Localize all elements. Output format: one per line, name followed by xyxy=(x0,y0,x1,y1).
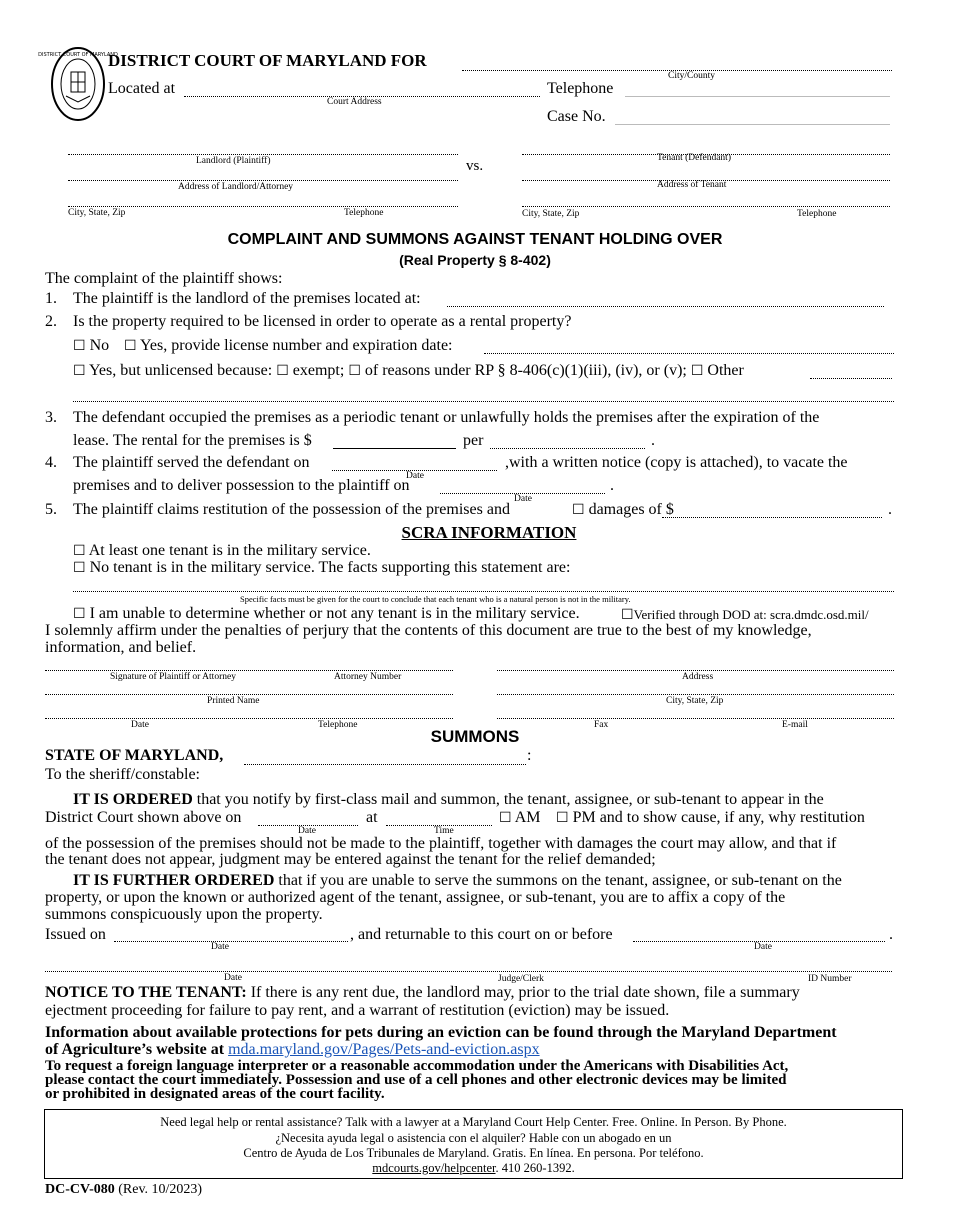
military-unknown-checkbox[interactable]: ☐ xyxy=(73,606,86,622)
rental-period-field[interactable] xyxy=(490,448,645,449)
license-no-checkbox[interactable]: ☐ xyxy=(73,338,86,354)
vs-label: vs. xyxy=(466,158,484,174)
landlord-address-field[interactable] xyxy=(68,180,458,181)
help-line-3: Centro de Ayuda de Los Tribunales de Maryland. Gratis. En línea. En persona. Por teléfono. xyxy=(243,1146,704,1160)
scra-option-1[interactable]: ☐ At least one tenant is in the military service. xyxy=(73,542,371,559)
case-no-label: Case No. xyxy=(547,108,606,125)
military-no-checkbox[interactable]: ☐ xyxy=(73,560,86,576)
to-sheriff: To the sheriff/constable: xyxy=(45,766,200,783)
court-title: DISTRICT COURT OF MARYLAND FOR xyxy=(108,51,427,70)
scra-facts-note: Specific facts must be given for the court to conclude that each tenant who is a natural person is not in the military. xyxy=(240,594,631,604)
item-3-text: The defendant occupied the premises as a periodic tenant or unlawfully holds the premises after the expiration of the xyxy=(73,409,820,426)
notice-line-1: NOTICE TO THE TENANT: If there is any rent due, the landlord may, prior to the trial date shown, file a summary xyxy=(45,984,800,1001)
reasons-checkbox[interactable]: ☐ xyxy=(348,363,361,379)
plaintiff-city-field[interactable] xyxy=(497,694,894,695)
damages-checkbox[interactable]: ☐ xyxy=(572,502,585,518)
exempt-checkbox[interactable]: ☐ xyxy=(276,363,289,379)
fax-email-field[interactable] xyxy=(497,718,894,719)
summons-county-field[interactable] xyxy=(244,764,526,765)
unlicensed-row: ☐ Yes, but unlicensed because: ☐ exempt; ☐ of reasons under RP § 8-406(c)(1)(iii), (iv), or (v); ☐ Other xyxy=(73,362,744,379)
complaint-intro: The complaint of the plaintiff shows: xyxy=(45,270,283,287)
item-3-number: 3. xyxy=(45,409,57,426)
license-yes-checkbox[interactable]: ☐ xyxy=(124,338,137,354)
unlicensed-checkbox[interactable]: ☐ xyxy=(73,363,86,379)
form-number: DC-CV-080 (Rev. 10/2023) xyxy=(45,1182,203,1197)
court-address-label: Court Address xyxy=(327,97,382,107)
plaintiff-address-field[interactable] xyxy=(497,670,894,671)
tenant-city-label: City, State, Zip xyxy=(522,209,580,219)
signature-field[interactable] xyxy=(45,670,453,671)
hearing-date-label: Date xyxy=(298,826,316,836)
scra-facts-field[interactable] xyxy=(73,591,894,592)
court-seal xyxy=(38,46,118,122)
returnable-text: , and returnable to this court on or before xyxy=(350,926,613,943)
possession-date-label: Date xyxy=(514,494,532,504)
other-reason-field[interactable] xyxy=(810,378,892,379)
item-4-possession: premises and to deliver possession to the plaintiff on xyxy=(73,477,410,494)
license-no-option[interactable]: ☐ No xyxy=(73,337,110,354)
pets-line-2: of Agriculture’s website at mda.maryland.gov/Pages/Pets-and-eviction.aspx xyxy=(45,1041,540,1058)
printed-name-field[interactable] xyxy=(45,694,453,695)
signature-label: Signature of Plaintiff or Attorney xyxy=(110,672,236,682)
form-title: COMPLAINT AND SUMMONS AGAINST TENANT HOLDING OVER xyxy=(227,231,723,248)
help-line-4: mdcourts.gov/helpcenter. 410 260-1392. xyxy=(372,1161,575,1175)
pets-eviction-link[interactable]: mda.maryland.gov/Pages/Pets-and-eviction.aspx xyxy=(228,1041,540,1058)
ordered-line-4: the tenant does not appear, judgment may be entered against the tenant for the relief demanded; xyxy=(45,851,656,868)
item-4-number: 4. xyxy=(45,454,57,471)
state-of-maryland: STATE OF MARYLAND, xyxy=(45,747,224,764)
returnable-end: . xyxy=(889,926,893,943)
am-checkbox[interactable]: ☐ xyxy=(499,810,512,826)
landlord-city-field[interactable] xyxy=(68,206,458,207)
landlord-name-field[interactable] xyxy=(68,154,458,155)
judge-clerk-label: Judge/Clerk xyxy=(498,974,544,984)
item-1-text: The plaintiff is the landlord of the premises located at: xyxy=(73,290,421,307)
telephone-label: Telephone xyxy=(547,80,614,97)
item-4-end: . xyxy=(610,477,614,494)
item-4-text: The plaintiff served the defendant on xyxy=(73,454,310,471)
pets-line-1: Information about available protections for pets during an eviction can be found through the Maryland Department xyxy=(45,1024,837,1041)
sig-date-label: Date xyxy=(131,720,149,730)
license-number-field[interactable] xyxy=(484,353,894,354)
id-number-label: ID Number xyxy=(808,974,852,984)
military-yes-checkbox[interactable]: ☐ xyxy=(73,543,86,559)
item-3-rental: lease. The rental for the premises is $ xyxy=(73,432,312,449)
pm-checkbox[interactable]: ☐ xyxy=(556,810,569,826)
landlord-label: Landlord (Plaintiff) xyxy=(196,156,271,166)
issued-date-field[interactable] xyxy=(114,941,348,942)
license-yes-option[interactable]: ☐ Yes, provide license number and expiration date: xyxy=(124,337,453,354)
further-ordered-line-2: property, or upon the known or authorized agent of the tenant, assignee, or sub-tenant, you are to affix a copy of the xyxy=(45,889,786,906)
tenant-city-field[interactable] xyxy=(522,206,890,207)
clerk-date-label: Date xyxy=(224,973,242,983)
tenant-telephone-label: Telephone xyxy=(797,209,837,219)
item-3-per: per xyxy=(463,432,484,449)
clerk-signature-field[interactable] xyxy=(45,971,892,972)
tenant-address-label: Address of Tenant xyxy=(657,180,727,190)
item-5-end: . xyxy=(888,501,892,518)
date-telephone-field[interactable] xyxy=(45,718,453,719)
premises-address-field[interactable] xyxy=(447,306,884,307)
summons-colon: : xyxy=(527,747,532,764)
hearing-time-label: Time xyxy=(434,826,454,836)
served-date-label: Date xyxy=(406,471,424,481)
attorney-number-label: Attorney Number xyxy=(334,672,402,682)
help-center-url[interactable]: mdcourts.gov/helpcenter xyxy=(372,1161,496,1175)
damages-amount-field[interactable] xyxy=(662,517,882,518)
affirmation-line-2: information, and belief. xyxy=(45,639,197,656)
return-date-label: Date xyxy=(754,942,772,952)
other-checkbox[interactable]: ☐ xyxy=(690,363,704,379)
landlord-address-label: Address of Landlord/Attorney xyxy=(178,182,294,192)
ordered-line-2: District Court shown above on xyxy=(45,809,242,826)
item-1-number: 1. xyxy=(45,290,57,307)
landlord-city-label: City, State, Zip xyxy=(68,208,126,218)
scra-option-2[interactable]: ☐ No tenant is in the military service. The facts supporting this statement are: xyxy=(73,559,571,576)
affirmation-line-1: I solemnly affirm under the penalties of perjury that the contents of this document are true to the best of my knowledge, xyxy=(45,622,812,639)
item-3-end: . xyxy=(651,432,655,449)
item-2-number: 2. xyxy=(45,313,57,330)
further-ordered-line-3: summons conspicuously upon the property. xyxy=(45,906,323,923)
ada-line-1: To request a foreign language interpreter or a reasonable accommodation under the Americans with Disabilities Act, xyxy=(45,1058,789,1074)
pm-option[interactable]: ☐ PM and to show cause, if any, why restitution xyxy=(556,809,865,826)
item-5-number: 5. xyxy=(45,501,57,518)
notice-line-2: ejectment proceeding for failure to pay rent, and a warrant of restitution (eviction) may be issued. xyxy=(45,1002,670,1019)
other-reason-continued-field[interactable] xyxy=(73,401,894,402)
case-number-field[interactable] xyxy=(615,124,890,125)
scra-option-3[interactable]: ☐ I am unable to determine whether or not any tenant is in the military service. xyxy=(73,605,580,622)
scra-heading: SCRA INFORMATION xyxy=(401,523,577,542)
email-label: E-mail xyxy=(782,720,808,730)
form-subtitle: (Real Property § 8-402) xyxy=(399,252,551,268)
issued-date-label: Date xyxy=(211,942,229,952)
located-at-label: Located at xyxy=(108,80,176,97)
ada-line-2: please contact the court immediately. Possession and use of a cell phones and other electronic devices may be limited xyxy=(45,1072,787,1088)
ordered-line-3: of the possession of the premises should not be made to the plaintiff, together with damages the court may allow, and that if xyxy=(45,835,837,852)
help-line-2: ¿Necesita ayuda legal o asistencia con el alquiler? Hable con un abogado en un xyxy=(275,1131,672,1145)
city-county-label: City/County xyxy=(668,71,715,81)
further-ordered-line-1: IT IS FURTHER ORDERED that if you are unable to serve the summons on the tenant, assignee, or sub-tenant on the xyxy=(73,872,842,889)
dod-verified-option[interactable]: ☐Verified through DOD at: scra.dmdc.osd.mil/ xyxy=(621,607,869,623)
at-label: at xyxy=(366,809,378,826)
help-line-1: Need legal help or rental assistance? Talk with a lawyer at a Maryland Court Help Center. Free. Online. In Person. By Phone. xyxy=(160,1115,787,1129)
item-4-notice: ,with a written notice (copy is attached), to vacate the xyxy=(505,454,848,471)
issued-on-label: Issued on xyxy=(45,926,106,943)
printed-name-label: Printed Name xyxy=(207,696,260,706)
sig-telephone-label: Telephone xyxy=(318,720,358,730)
rental-amount-field[interactable] xyxy=(333,448,456,449)
court-telephone-field[interactable] xyxy=(625,96,890,97)
seal-text: DISTRICT COURT OF MARYLAND xyxy=(38,52,118,58)
address-label: Address xyxy=(682,672,714,682)
fax-label: Fax xyxy=(594,720,609,730)
summons-heading: SUMMONS xyxy=(430,727,520,746)
landlord-telephone-label: Telephone xyxy=(344,208,384,218)
item-2-text: Is the property required to be licensed in order to operate as a rental property? xyxy=(73,313,572,330)
ada-line-3: or prohibited in designated areas of the court facility. xyxy=(45,1086,385,1102)
tenant-label: Tenant (Defendant) xyxy=(657,153,731,163)
am-option[interactable]: ☐ AM xyxy=(499,809,541,826)
damages-option[interactable]: ☐ damages of $ xyxy=(572,501,674,518)
dod-verified-checkbox[interactable]: ☐ xyxy=(621,607,634,623)
ordered-line-1: IT IS ORDERED that you notify by first-class mail and summon, the tenant, assignee, or sub-tenant to appear in the xyxy=(73,791,824,808)
item-5-text: The plaintiff claims restitution of the possession of the premises and xyxy=(73,501,510,518)
city-state-zip-label: City, State, Zip xyxy=(666,696,724,706)
